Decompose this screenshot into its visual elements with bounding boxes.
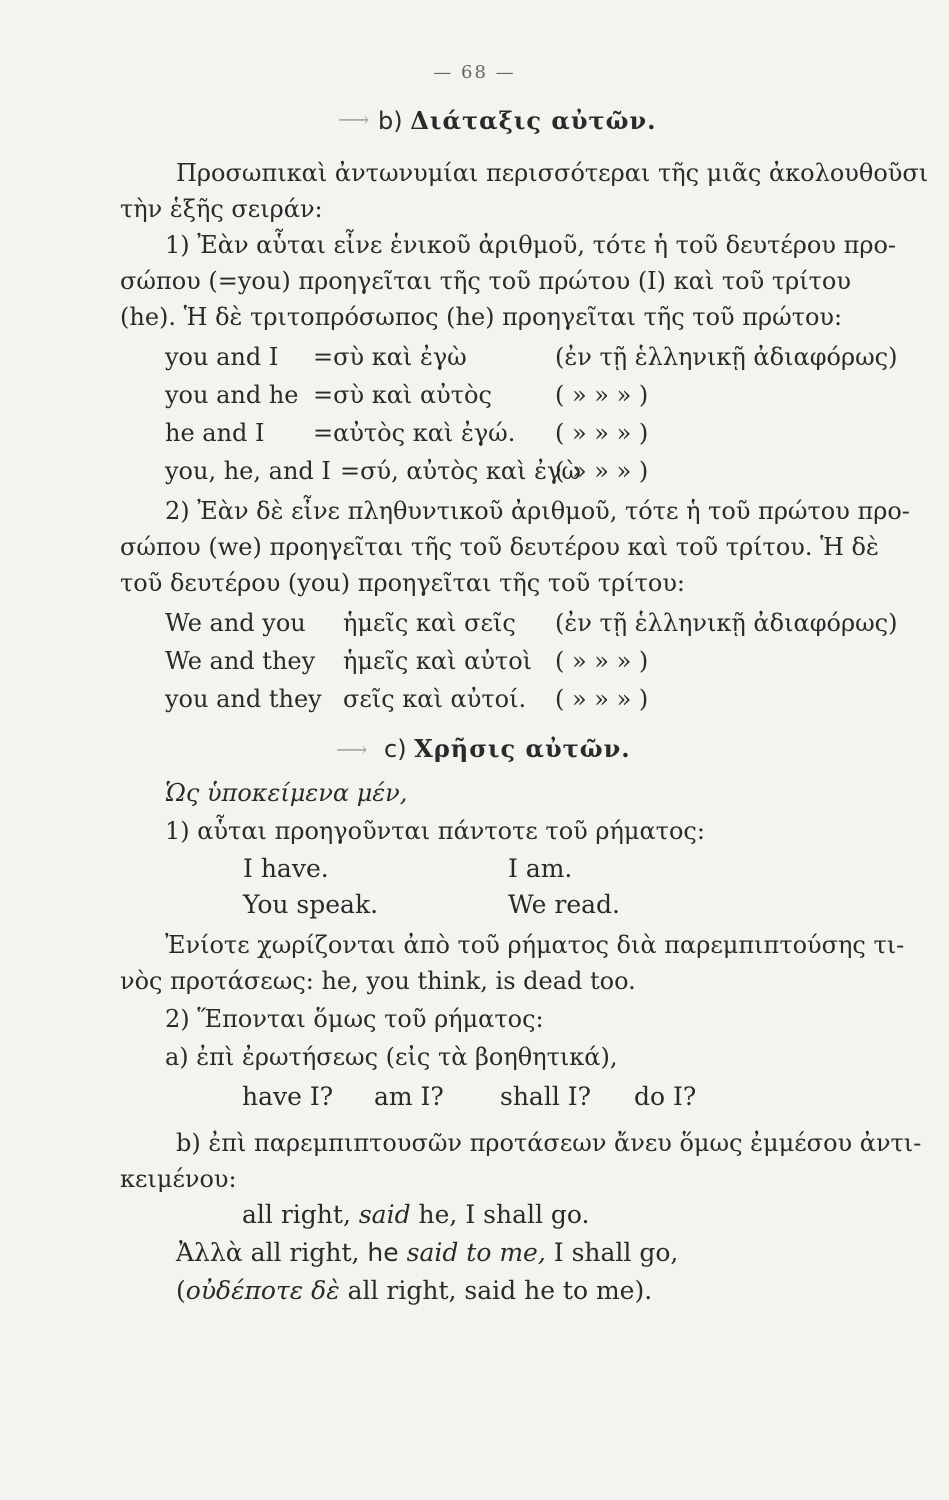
table1-row: [165, 340, 898, 374]
table1-row: [165, 454, 880, 488]
section-b-label: b): [378, 107, 403, 135]
section-c-label: c): [384, 735, 407, 763]
table1-gr: =σὺ καὶ αὐτὸς: [313, 381, 492, 409]
table1-row: [165, 416, 880, 450]
example-question: do I?: [634, 1082, 697, 1111]
final-he: he: [367, 1238, 399, 1267]
usage-intro: [165, 776, 925, 810]
table2-gr: ἡμεῖς καὶ αὐτοὶ: [343, 647, 533, 675]
table2-note: ( » » » ): [555, 647, 649, 675]
final-line-3: [176, 1274, 652, 1308]
section-c-title: Χρῆσις αὐτῶν.: [414, 734, 631, 763]
example-item: You speak.: [243, 890, 379, 919]
final-text: I shall go,: [553, 1238, 679, 1267]
table2-gr: ἡμεῖς καὶ σεῖς: [343, 609, 516, 637]
final-tome: to me,: [466, 1238, 546, 1267]
margin-mark: ⟶: [338, 108, 370, 133]
table1-gr: =σύ, αὐτὸς καὶ ἐγὼ: [340, 457, 581, 485]
table1-note: ( » » » ): [555, 419, 649, 447]
table2-note: (ἐν τῇ ἑλληνικῇ ἀδιαφόρως): [555, 609, 898, 637]
table2-note: ( » » » ): [555, 685, 649, 713]
table2-gr: σεῖς καὶ αὐτοί.: [343, 685, 527, 713]
table1-note: (ἐν τῇ ἑλληνικῇ ἀδιαφόρως): [555, 343, 898, 371]
example-question: am I?: [374, 1082, 444, 1111]
table2-row: [165, 606, 898, 640]
table2-en: you and they: [165, 685, 322, 713]
page-number: — 68 —: [433, 62, 516, 83]
example-question: shall I?: [500, 1082, 592, 1111]
rule1-line-1: 1) Ἐὰν αὗται εἶνε ἑνικοῦ ἀριθμοῦ, τότε ἡ τοῦ δευτέρου προ-: [165, 231, 897, 259]
usage-2: 2) Ἕπονται ὅμως τοῦ ρήματος:: [165, 1005, 544, 1033]
final-line-2: [176, 1236, 678, 1270]
final-said: said: [406, 1238, 459, 1267]
table1-gr: =σὺ καὶ ἐγὼ: [313, 343, 467, 371]
usage-2b-line-2: κειμένου:: [120, 1165, 237, 1193]
final-text: all right, said he to me).: [347, 1276, 653, 1305]
separate-line-1: Ἐνίοτε χωρίζονται ἀπὸ τοῦ ρήματος διὰ παρεμπιπτούσης τι-: [165, 931, 905, 959]
section-b-heading: [378, 104, 949, 138]
table2-row: [165, 644, 880, 678]
final-line-1: [242, 1198, 589, 1232]
section-c-heading: [384, 732, 949, 766]
example-item: We read.: [508, 890, 620, 919]
example-question: have I?: [242, 1082, 334, 1111]
intro-line-1: Προσωπικαὶ ἀντωνυμίαι περισσότεραι τῆς μιᾶς ἀκολουθοῦσι: [176, 159, 929, 187]
section-b-title: Διάταξις αὐτῶν.: [410, 106, 657, 135]
table1-gr: =αὐτὸς καὶ ἐγώ.: [313, 419, 516, 447]
rule1-line-3: (he). Ἡ δὲ τριτοπρόσωπος (he) προηγεῖται τῆς τοῦ πρώτου:: [120, 303, 843, 331]
table1-note: ( » » » ): [555, 381, 649, 409]
table1-en: you, he, and I: [165, 457, 331, 485]
final-said: said: [358, 1200, 411, 1229]
final-greek: οὐδέποτε δὲ: [185, 1276, 340, 1305]
usage-2a: a) ἐπὶ ἐρωτήσεως (εἰς τὰ βοηθητικά),: [165, 1043, 618, 1071]
usage-intro-text: Ὡς ὑποκείμενα μέν,: [165, 779, 408, 807]
table1-note: ( » » » ): [555, 457, 649, 485]
final-text: (: [176, 1276, 186, 1305]
example-item: I am.: [508, 854, 573, 883]
rule2-line-1: 2) Ἐὰν δὲ εἶνε πληθυντικοῦ ἀριθμοῦ, τότε ἡ τοῦ πρώτου προ-: [165, 497, 910, 525]
table1-en: he and I: [165, 419, 265, 447]
table1-row: [165, 378, 880, 412]
rule2-line-2: σώπου (we) προηγεῖται τῆς τοῦ δευτέρου καὶ τοῦ τρίτου. Ἡ δὲ: [120, 533, 879, 561]
intro-line-2: τὴν ἑξῆς σειράν:: [120, 195, 323, 223]
table1-en: you and he: [165, 381, 299, 409]
table2-row: [165, 682, 880, 716]
final-text: Ἀλλὰ all right,: [176, 1238, 360, 1267]
table2-en: We and you: [165, 609, 306, 637]
usage-1: 1) αὗται προηγοῦνται πάντοτε τοῦ ρήματος:: [165, 817, 705, 845]
final-text: he, I shall go.: [418, 1200, 590, 1229]
separate-line-2: νὸς προτάσεως: he, you think, is dead too.: [120, 967, 636, 995]
table1-en: you and I: [165, 343, 279, 371]
usage-2b-line-1: b) ἐπὶ παρεμπιπτουσῶν προτάσεων ἄνευ ὅμως ἐμμέσου ἀντι-: [176, 1129, 922, 1157]
rule2-line-3: τοῦ δευτέρου (you) προηγεῖται τῆς τοῦ τρίτου:: [120, 569, 686, 597]
example-item: I have.: [243, 854, 329, 883]
final-text: all right,: [242, 1200, 351, 1229]
table2-en: We and they: [165, 647, 316, 675]
margin-mark: ⟶: [336, 738, 368, 763]
rule1-line-2: σώπου (=you) προηγεῖται τῆς τοῦ πρώτου (I) καὶ τοῦ τρίτου: [120, 267, 851, 295]
